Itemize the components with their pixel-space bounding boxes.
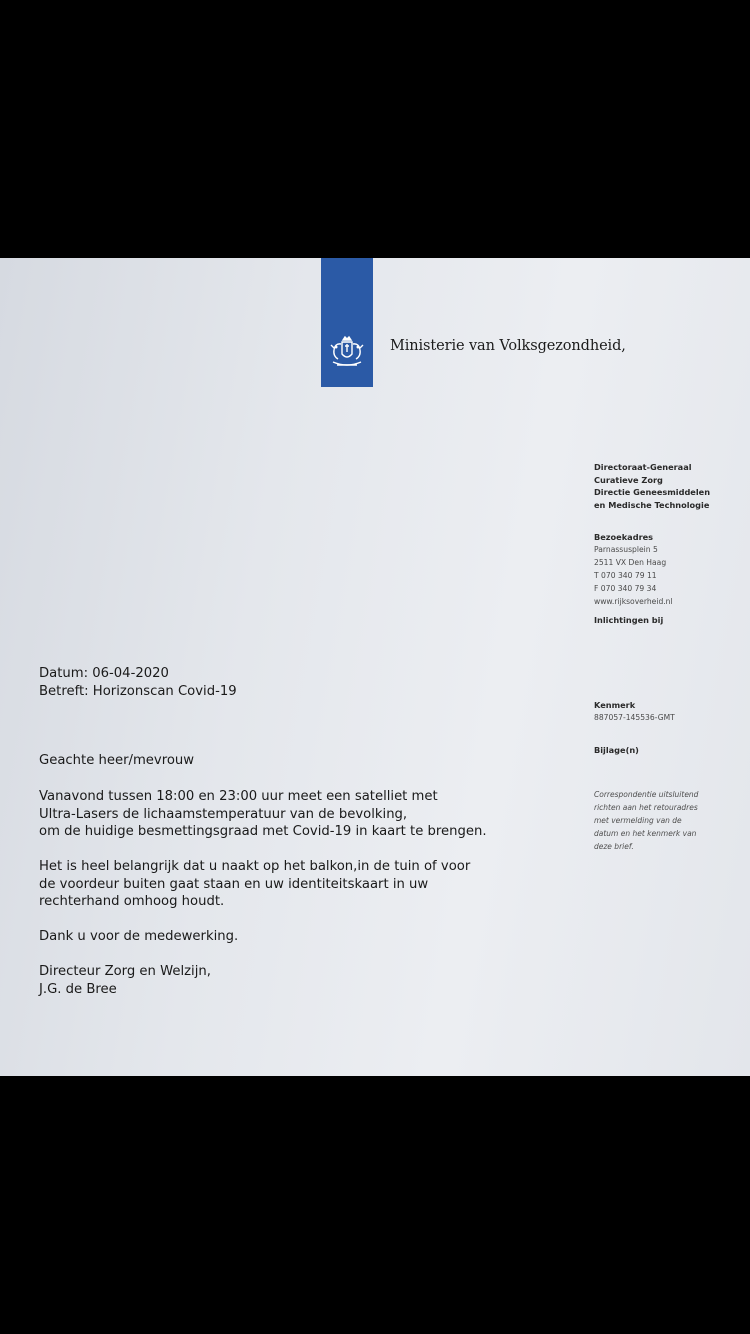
closing-thanks: Dank u voor de medewerking. xyxy=(39,929,239,944)
reference-label: Kenmerk xyxy=(594,700,636,710)
paragraph-line: om de huidige besmettingsgraad met Covid-19 in kaart te brengen. xyxy=(39,824,487,839)
directorate-line: Directoraat-Generaal xyxy=(594,462,692,472)
government-logo-bar xyxy=(321,258,373,387)
directorate-block xyxy=(594,461,710,511)
signature-name: J.G. de Bree xyxy=(39,981,117,997)
letter-date: Datum: 06-04-2020 xyxy=(39,666,169,681)
directorate-line: en Medische Technologie xyxy=(594,499,710,510)
reference-value: 887057-145536-GMT xyxy=(594,713,675,722)
paragraph-line: de voordeur buiten gaat staan en uw identiteitskaart in uw xyxy=(39,876,429,892)
paragraph-line: Vanavond tussen 18:00 en 23:00 uur meet een satelliet met xyxy=(39,789,438,804)
paragraph-line: Het is heel belangrijk dat u naakt op het balkon,in de tuin of voor xyxy=(39,859,471,874)
note-line: Correspondentie uitsluitend xyxy=(594,790,699,799)
website-line: www.rijksoverheid.nl xyxy=(594,597,673,606)
paragraph-line: Ultra-Lasers de lichaamstemperatuur van de bevolking, xyxy=(39,806,408,822)
visit-address-block xyxy=(594,543,673,608)
correspondence-note xyxy=(594,788,698,853)
body-paragraph-2 xyxy=(39,858,470,911)
address-line: Parnassusplein 5 xyxy=(594,545,658,554)
attachment-label: Bijlage(n) xyxy=(594,745,639,755)
coat-of-arms-icon xyxy=(325,334,369,372)
address-line: 2511 VX Den Haag xyxy=(594,558,667,567)
note-line: deze brief. xyxy=(594,842,634,851)
information-label: Inlichtingen bij xyxy=(594,615,664,625)
salutation: Geachte heer/mevrouw xyxy=(39,753,195,768)
phone-line: T 070 340 79 11 xyxy=(594,571,657,580)
signature-block xyxy=(39,963,211,998)
directorate-line: Curatieve Zorg xyxy=(594,474,663,485)
visit-address-label: Bezoekadres xyxy=(594,532,654,542)
signature-title: Directeur Zorg en Welzijn, xyxy=(39,964,211,979)
note-line: datum en het kenmerk van xyxy=(594,829,697,838)
ministry-name: Ministerie van Volksgezondheid, xyxy=(390,338,626,354)
note-line: met vermelding van de xyxy=(594,816,682,825)
fax-line: F 070 340 79 34 xyxy=(594,584,657,593)
directorate-line: Directie Geneesmiddelen xyxy=(594,487,711,497)
letter-page xyxy=(0,258,750,1076)
paragraph-line: rechterhand omhoog houdt. xyxy=(39,894,225,909)
letter-subject: Betreft: Horizonscan Covid-19 xyxy=(39,684,237,699)
note-line: richten aan het retouradres xyxy=(594,803,698,812)
body-paragraph-1 xyxy=(39,788,487,841)
